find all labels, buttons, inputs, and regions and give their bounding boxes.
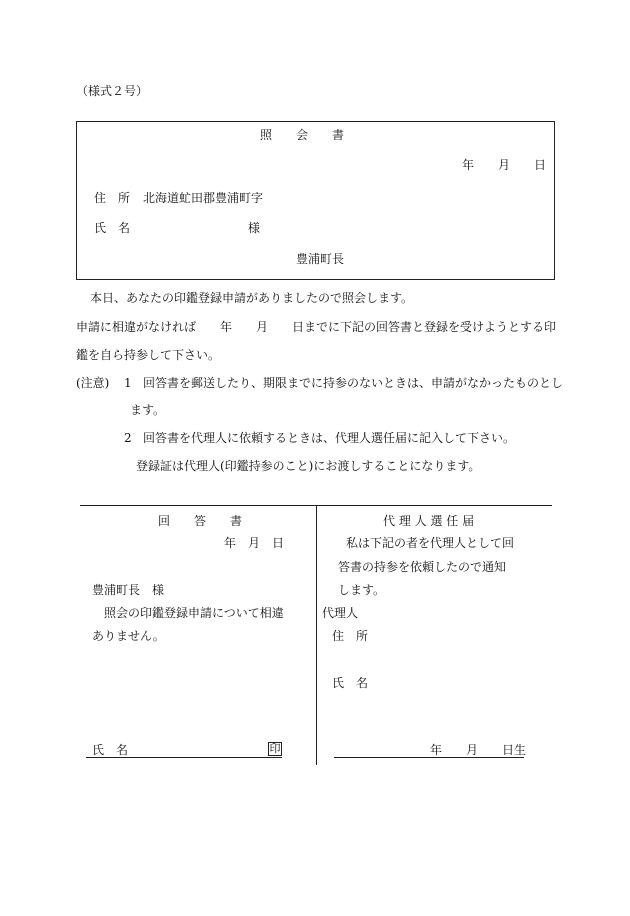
proxy-text-2: 答書の持参を依頼したので通知 xyxy=(338,560,507,574)
proxy-birth-underline xyxy=(334,757,524,758)
note-3-text: 登録証は代理人(印鑑持参のこと)にお渡しすることになります。 xyxy=(136,459,481,473)
body-line-1: 本日、あなたの印鑑登録申請がありましたので照会します。 xyxy=(90,291,414,305)
reply-title: 回 答 書 xyxy=(158,514,243,528)
reply-text-2: ありません。 xyxy=(92,629,165,643)
proxy-text-1: 私は下記の者を代理人として回 xyxy=(346,536,515,550)
proxy-label: 代理人 xyxy=(322,606,359,620)
address-label: 住 所 xyxy=(94,191,131,205)
lower-section-divider xyxy=(316,505,317,765)
note-2-text: 回答書を代理人に依頼するときは、代理人選任届に記入して下さい。 xyxy=(143,431,516,445)
inquiry-date-line: 年 月 日 xyxy=(462,158,547,172)
reply-date-line: 年 月 日 xyxy=(224,536,285,550)
name-label: 氏 名 xyxy=(94,221,131,235)
proxy-name-label: 氏 名 xyxy=(332,676,369,690)
proxy-address-label: 住 所 xyxy=(332,629,369,643)
reply-signature-underline xyxy=(86,757,282,758)
proxy-title: 代 理 人 選 任 届 xyxy=(383,514,475,528)
seal-mark: 印 xyxy=(269,742,281,755)
name-honorific: 様 xyxy=(248,221,261,235)
form-number: （様式２号） xyxy=(76,84,149,98)
reply-name-label: 氏 名 xyxy=(92,743,129,757)
proxy-text-3: します。 xyxy=(338,583,386,597)
note-2-number: 2 xyxy=(124,431,132,445)
reply-addressee: 豊浦町長 様 xyxy=(92,583,165,597)
issuer: 豊浦町長 xyxy=(296,252,345,266)
note-1-number: 1 xyxy=(124,376,132,390)
note-1-text: 回答書を郵送したり、期限までに持参のないときは、申請がなかったものとし xyxy=(143,376,564,390)
proxy-birth-line: 年 月 日生 xyxy=(430,743,527,757)
body-line-2: 申請に相違がなければ 年 月 日までに下記の回答書と登録を受けようとする印 xyxy=(76,320,557,334)
address-value: 北海道虻田郡豊浦町字 xyxy=(143,191,264,205)
reply-text-1: 照会の印鑑登録申請について相違 xyxy=(104,606,284,620)
note-1-continuation: ます。 xyxy=(130,403,166,417)
note-label: (注意) xyxy=(76,376,110,390)
inquiry-title: 照 会 書 xyxy=(260,128,345,142)
body-line-3: 鑑を自ら持参して下さい。 xyxy=(76,348,221,362)
